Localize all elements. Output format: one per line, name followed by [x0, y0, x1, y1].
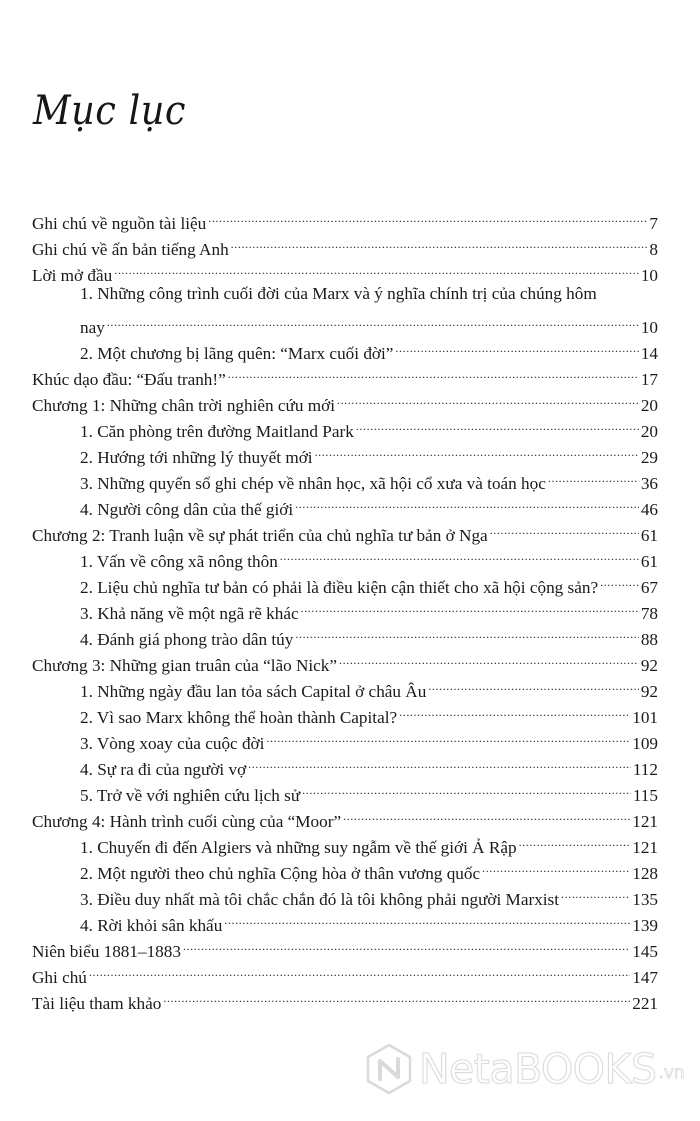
toc-entry-label: 1. Những công trình cuối đời của Marx và ý nghĩa chính trị của chúng hôm: [80, 284, 597, 303]
toc-page-number: 121: [632, 838, 658, 857]
page-title: Mục lục: [33, 88, 186, 134]
toc-entry-label: Chương 4: Hành trình cuối cùng của “Moor”: [32, 812, 342, 831]
toc-entry-label: 1. Chuyến đi đến Algiers và những suy ngẫm về thế giới Ả Rập: [80, 838, 517, 857]
toc-page-number: 17: [640, 370, 658, 389]
dot-leader: [428, 671, 639, 697]
toc-page-number: 61: [640, 552, 658, 571]
toc-entry-label: 1. Những ngày đầu lan tỏa sách Capital ở châu Âu: [80, 682, 427, 701]
toc-entry-label: 4. Rời khỏi sân khấu: [80, 916, 223, 935]
toc-subentry[interactable]: [32, 333, 658, 363]
toc-page-number: 92: [640, 682, 658, 701]
dot-leader: [482, 853, 630, 879]
dot-leader: [490, 515, 639, 541]
toc-page-number: 121: [632, 812, 658, 831]
toc-page-number: 101: [632, 708, 658, 727]
toc-entry-label: 1. Căn phòng trên đường Maitland Park: [80, 422, 354, 441]
toc-page-number: 109: [632, 734, 658, 753]
toc-page-number: 8: [649, 240, 658, 259]
toc-entry-label: Niên biểu 1881–1883: [32, 942, 181, 961]
toc-entry-label: nay: [80, 318, 105, 337]
dot-leader: [561, 879, 630, 905]
dot-leader: [548, 463, 639, 489]
dot-leader: [356, 411, 639, 437]
dot-leader: [280, 541, 639, 567]
toc-entry-line1[interactable]: [32, 281, 658, 307]
dot-leader: [231, 229, 648, 255]
watermark-brand: NetaBOOKS: [419, 1045, 657, 1093]
dot-leader: [295, 489, 639, 515]
dot-leader: [89, 957, 630, 983]
toc-entry-label: Chương 1: Những chân trời nghiên cứu mới: [32, 396, 335, 415]
toc-entry[interactable]: [32, 983, 658, 1013]
toc-entry-label: Chương 3: Những gian truân của “lão Nick”: [32, 656, 338, 675]
toc-page-number: 36: [640, 474, 658, 493]
toc-entry-label: 2. Một chương bị lãng quên: “Marx cuối đời”: [80, 344, 394, 363]
toc-entry[interactable]: [32, 957, 658, 987]
toc-entry-label: Ghi chú về nguồn tài liệu: [32, 214, 207, 233]
dot-leader: [301, 593, 639, 619]
toc-page-number: 29: [640, 448, 658, 467]
toc-page-number: 135: [632, 890, 658, 909]
watermark-suffix: .vn: [658, 1063, 685, 1083]
dot-leader: [337, 385, 639, 411]
dot-leader: [399, 697, 630, 723]
dot-leader: [208, 203, 647, 229]
toc-page-number: 221: [632, 994, 658, 1013]
toc-entry-label: Tài liệu tham khảo: [32, 994, 162, 1013]
toc-entry-label: Khúc dạo đầu: “Đấu tranh!”: [32, 370, 226, 389]
toc-entry-label: 4. Đánh giá phong trào dân túy: [80, 630, 294, 649]
dot-leader: [228, 359, 639, 385]
toc-page-number: 10: [640, 266, 658, 285]
dot-leader: [315, 437, 639, 463]
toc-entry-label: Ghi chú: [32, 968, 87, 987]
toc-entry-label: 1. Vấn về công xã nông thôn: [80, 552, 278, 571]
toc-entry[interactable]: [32, 255, 658, 285]
toc-page-number: 61: [640, 526, 658, 545]
toc-page-number: 46: [640, 500, 658, 519]
toc-entry-label: 4. Sự ra đi của người vợ: [80, 760, 247, 779]
toc-page-number: 67: [640, 578, 658, 597]
toc-entry-label: 3. Vòng xoay của cuộc đời: [80, 734, 265, 753]
toc-page-number: 10: [640, 318, 658, 337]
dot-leader: [600, 567, 639, 593]
dot-leader: [343, 801, 630, 827]
dot-leader: [163, 983, 630, 1009]
toc-entry-label: 3. Điều duy nhất mà tôi chắc chắn đó là tôi không phải người Marxist: [80, 890, 560, 909]
toc-page-number: 78: [640, 604, 658, 623]
toc-entry-label: 3. Những quyển sổ ghi chép về nhân học, xã hội cổ xưa và toán học: [80, 474, 546, 493]
toc-entry-label: 2. Hướng tới những lý thuyết mới: [80, 448, 313, 467]
toc-entry-label: Ghi chú về ấn bản tiếng Anh: [32, 240, 229, 259]
toc-page-number: 20: [640, 396, 658, 415]
toc-page-number: 14: [640, 344, 658, 363]
toc-page-number: 88: [640, 630, 658, 649]
toc-entry-label: 4. Người công dân của thế giới: [80, 500, 294, 519]
dot-leader: [302, 775, 631, 801]
toc-subentry[interactable]: [32, 307, 658, 337]
toc-entry-label: 2. Liệu chủ nghĩa tư bản có phải là điều kiện cận thiết cho xã hội cộng sản?: [80, 578, 599, 597]
toc-entry-label: Lời mở đầu: [32, 266, 113, 285]
dot-leader: [395, 333, 638, 359]
dot-leader: [224, 905, 630, 931]
dot-leader: [519, 827, 631, 853]
toc-page-number: 128: [632, 864, 658, 883]
toc-page-number: 112: [632, 760, 658, 779]
dot-leader: [248, 749, 631, 775]
toc-page-number: 20: [640, 422, 658, 441]
toc-page-number: 92: [640, 656, 658, 675]
dot-leader: [114, 255, 639, 281]
dot-leader: [339, 645, 639, 671]
toc-entry-label: 2. Vì sao Marx không thể hoàn thành Capital?: [80, 708, 398, 727]
toc-page-number: 7: [649, 214, 658, 233]
dot-leader: [183, 931, 630, 957]
toc-entry-label: 2. Một người theo chủ nghĩa Cộng hòa ở thân vương quốc: [80, 864, 481, 883]
toc-page-number: 139: [632, 916, 658, 935]
toc-entry[interactable]: [32, 203, 658, 233]
dot-leader: [107, 307, 639, 333]
toc-entry-label: Chương 2: Tranh luận về sự phát triển của chủ nghĩa tư bản ở Nga: [32, 526, 488, 545]
netabooks-logo-icon: [365, 1043, 413, 1095]
dot-leader: [266, 723, 630, 749]
watermark: [365, 1043, 685, 1095]
toc-page-number: 147: [632, 968, 658, 987]
dot-leader: [295, 619, 638, 645]
toc-page-number: 145: [632, 942, 658, 961]
table-of-contents: [32, 203, 658, 1013]
toc-entry-label: 3. Khả năng về một ngã rẽ khác: [80, 604, 299, 623]
toc-page-number: 115: [632, 786, 658, 805]
toc-entry-label: 5. Trở về với nghiên cứu lịch sử: [80, 786, 301, 805]
